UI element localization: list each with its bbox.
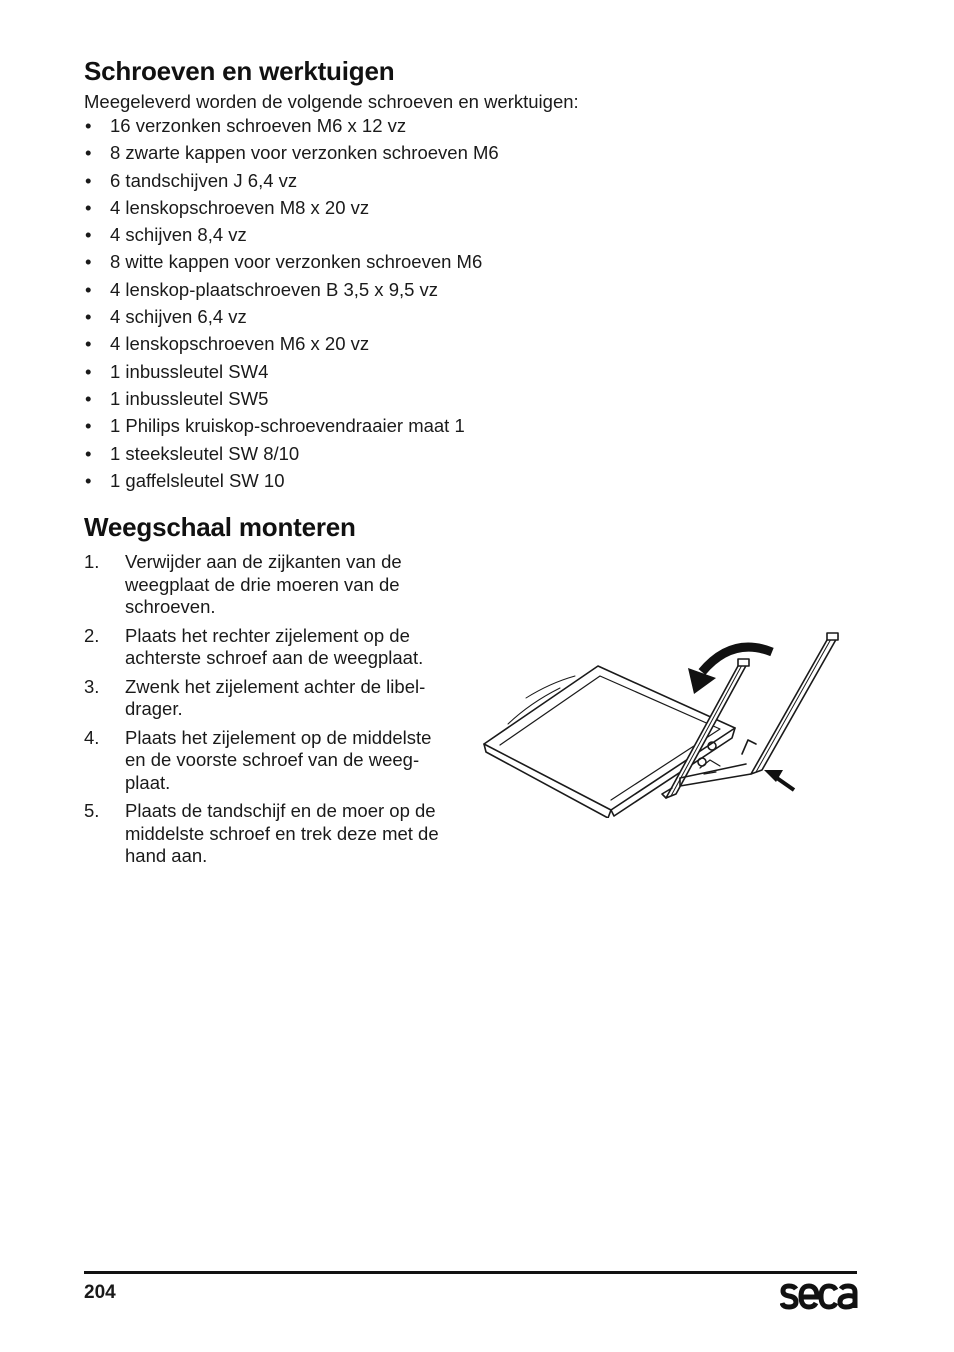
list-item: • 1 inbussleutel SW4 <box>84 361 784 388</box>
list-item: • 4 schijven 8,4 vz <box>84 224 784 251</box>
step-number: 2. <box>84 624 100 646</box>
list-item: • 8 witte kappen voor verzonken schroeven M6 <box>84 251 784 278</box>
list-item: • 4 schijven 6,4 vz <box>84 306 784 333</box>
seca-logo <box>780 1280 858 1310</box>
list-item: • 1 inbussleutel SW5 <box>84 388 784 415</box>
step-text-line: Verwijder aan de zijkanten van de <box>125 551 402 572</box>
step-item <box>84 551 474 619</box>
screws-intro: Meegeleverd worden de volgende schroeven en werktuigen: <box>84 91 579 112</box>
step-text-line: schroeven. <box>125 596 216 617</box>
step-text-line: plaat. <box>125 771 171 793</box>
step-text-line: achterste schroef aan de weegplaat. <box>125 647 424 668</box>
step-item <box>84 727 474 795</box>
section-title-screws: Schroeven en werktuigen <box>84 56 395 86</box>
step-text-line: weegplaat de drie moeren van de <box>125 573 400 595</box>
step-number: 4. <box>84 726 100 748</box>
step-number: 1. <box>84 551 100 572</box>
list-item: • 8 zwarte kappen voor verzonken schroeven M6 <box>84 142 784 169</box>
section-title-mounting: Weegschaal monteren <box>84 512 356 542</box>
list-item: • 4 lenskopschroeven M8 x 20 vz <box>84 197 784 224</box>
footer-divider <box>84 1271 857 1274</box>
step-text-line: middelste schroef en trek deze met de <box>125 822 439 844</box>
step-text-line: Plaats de tandschijf en de moer op de <box>125 800 436 821</box>
mounting-illustration <box>480 628 845 818</box>
step-number: 3. <box>84 675 100 697</box>
step-item <box>84 625 474 670</box>
step-number: 5. <box>84 800 100 821</box>
step-text-line: drager. <box>125 698 183 719</box>
side-element <box>680 633 838 786</box>
step-text-line: Plaats het zijelement op de middelste <box>125 726 432 748</box>
screws-list <box>84 115 784 497</box>
step-text-line: hand aan. <box>125 845 208 866</box>
list-item: • 1 gaffelsleutel SW 10 <box>84 470 784 497</box>
list-item: • 4 lenskopschroeven M6 x 20 vz <box>84 333 784 360</box>
step-text-line: en de voorste schroef van de weeg- <box>125 749 420 770</box>
mounting-steps <box>84 551 474 874</box>
step-item <box>84 800 474 868</box>
page-number: 204 <box>84 1282 116 1303</box>
list-item: • 4 lenskop-plaatschroeven B 3,5 x 9,5 vz <box>84 279 784 306</box>
pointer-arrow-icon <box>764 770 794 790</box>
step-text-line: Plaats het rechter zijelement op de <box>125 624 410 646</box>
list-item: • 16 verzonken schroeven M6 x 12 vz <box>84 115 784 142</box>
step-item <box>84 676 474 721</box>
list-item: • 6 tandschijven J 6,4 vz <box>84 170 784 197</box>
list-item: • 1 Philips kruiskop-schroevendraaier maat 1 <box>84 415 784 442</box>
step-text-line: Zwenk het zijelement achter de libel- <box>125 675 426 697</box>
list-item: • 1 steeksleutel SW 8/10 <box>84 443 784 470</box>
